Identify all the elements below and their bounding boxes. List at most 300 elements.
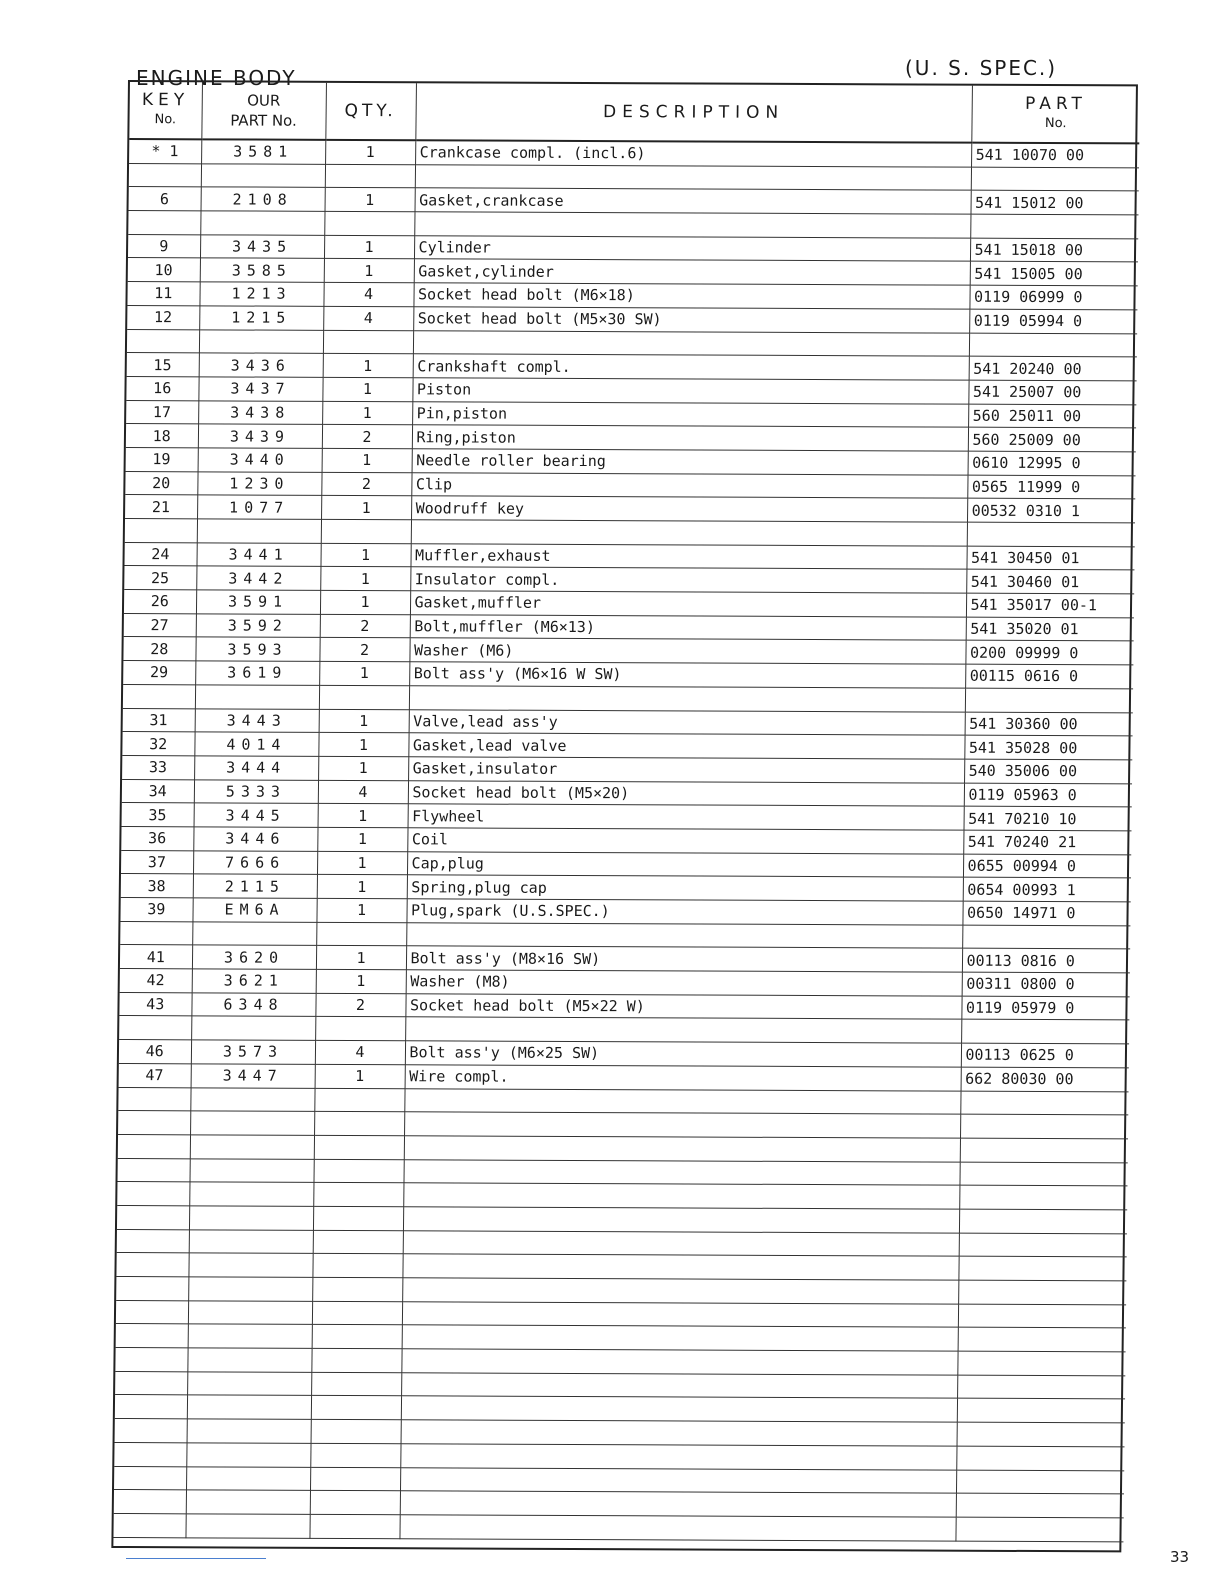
part-number-cell: 0654 00993 1: [963, 877, 1131, 901]
part-number-cell: 00311 0800 0: [962, 972, 1130, 996]
quantity-cell: 1: [325, 188, 415, 212]
our-part-number-cell: [201, 164, 325, 188]
key-number-cell: 20: [125, 471, 197, 495]
empty-cell: [116, 1300, 188, 1324]
our-part-number-cell: 3443: [195, 708, 319, 732]
part-number-cell: 541 10070 00: [971, 143, 1139, 168]
part-number-cell: 541 20240 00: [969, 356, 1137, 380]
empty-cell: [187, 1348, 311, 1372]
description-cell: Muffler,exhaust: [410, 543, 966, 569]
empty-cell: [114, 1442, 186, 1466]
our-part-number-cell: [191, 1016, 315, 1040]
key-number-cell: 25: [124, 566, 196, 590]
quantity-cell: 1: [324, 259, 414, 283]
empty-cell: [189, 1158, 313, 1182]
empty-cell: [186, 1466, 310, 1490]
part-number-cell: 541 35017 00-1: [966, 593, 1134, 617]
description-cell: Ring,piston: [412, 425, 968, 451]
key-number-cell: * 1: [129, 139, 201, 164]
part-number-cell: 00113 0816 0: [962, 949, 1130, 973]
quantity-cell: 1: [322, 401, 412, 425]
description-cell: Socket head bolt (M6×18): [413, 283, 969, 309]
page-title: ENGINE BODY: [136, 66, 297, 90]
key-number-cell: 32: [122, 732, 194, 756]
part-number-cell: 560 25009 00: [968, 427, 1136, 451]
key-number-cell: 26: [124, 590, 196, 614]
description-cell: Wire compl.: [405, 1065, 961, 1091]
our-part-number-cell: 3620: [192, 945, 316, 969]
description-cell: Insulator compl.: [410, 567, 966, 593]
description-cell: Valve,lead ass'y: [409, 709, 965, 735]
empty-cell: [310, 1443, 400, 1467]
quantity-cell: 1: [322, 448, 412, 472]
our-part-number-cell: 3442: [196, 566, 320, 590]
empty-cell: [959, 1209, 1127, 1233]
quantity-cell: 2: [321, 472, 411, 496]
empty-cell: [116, 1324, 188, 1348]
key-number-cell: 17: [126, 400, 198, 424]
quantity-cell: 4: [323, 306, 413, 330]
part-number-cell: 541 35028 00: [964, 735, 1132, 759]
our-part-number-cell: 3573: [191, 1040, 315, 1064]
key-number-cell: 38: [121, 874, 193, 898]
key-number-cell: 21: [125, 495, 197, 519]
empty-cell: [956, 1470, 1124, 1494]
our-part-number-cell: 3435: [200, 235, 324, 259]
empty-cell: [402, 1301, 958, 1327]
part-number-cell: 541 30450 01: [966, 546, 1134, 570]
quantity-cell: 1: [316, 946, 406, 970]
key-number-cell: 31: [123, 708, 195, 732]
quantity-cell: 2: [322, 425, 412, 449]
quantity-cell: [315, 1017, 405, 1041]
quantity-cell: 1: [323, 354, 413, 378]
our-part-number-cell: 3447: [191, 1064, 315, 1088]
part-number-cell: 0119 05979 0: [961, 996, 1129, 1020]
description-cell: Washer (M6): [409, 638, 965, 664]
empty-cell: [189, 1206, 313, 1230]
key-number-cell: 29: [123, 661, 195, 685]
key-number-cell: 18: [126, 424, 198, 448]
parts-sheet: [111, 80, 1138, 1552]
empty-cell: [188, 1324, 312, 1348]
quantity-cell: 1: [320, 590, 410, 614]
empty-cell: [958, 1328, 1126, 1352]
quantity-cell: 1: [316, 898, 406, 922]
description-cell: Bolt ass'y (M8×16 SW): [406, 946, 962, 972]
our-part-number-cell: 2115: [193, 874, 317, 898]
empty-cell: [309, 1514, 399, 1538]
quantity-cell: 1: [318, 756, 408, 780]
empty-cell: [404, 1112, 960, 1138]
empty-cell: [404, 1136, 960, 1162]
part-number-cell: 541 25007 00: [968, 380, 1136, 404]
key-number-cell: 24: [124, 542, 196, 566]
empty-cell: [312, 1254, 402, 1278]
empty-cell: [401, 1420, 957, 1446]
empty-cell: [186, 1490, 310, 1514]
our-part-number-cell: 3445: [194, 803, 318, 827]
empty-cell: [187, 1372, 311, 1396]
our-part-number-cell: [197, 519, 321, 543]
key-number-cell: [119, 1016, 191, 1040]
our-part-number-cell: 3592: [196, 614, 320, 638]
empty-cell: [400, 1467, 956, 1493]
description-cell: Piston: [412, 378, 968, 404]
empty-cell: [958, 1280, 1126, 1304]
empty-cell: [115, 1395, 187, 1419]
description-cell: Plug,spark (U.S.SPEC.): [406, 899, 962, 925]
empty-cell: [956, 1446, 1124, 1470]
empty-cell: [404, 1088, 960, 1114]
our-part-number-cell: 1230: [197, 471, 321, 495]
empty-cell: [402, 1325, 958, 1351]
part-number-cell: 0650 14971 0: [962, 901, 1130, 925]
our-part-number-cell: 3591: [196, 590, 320, 614]
our-part-number-cell: 4014: [194, 732, 318, 756]
empty-cell: [189, 1182, 313, 1206]
description-cell: [414, 212, 970, 238]
part-number-cell: [961, 1020, 1129, 1044]
empty-cell: [116, 1253, 188, 1277]
quantity-cell: 1: [317, 827, 407, 851]
description-cell: [415, 164, 971, 190]
description-cell: Flywheel: [408, 804, 964, 830]
our-part-number-cell: 3439: [198, 424, 322, 448]
quantity-cell: 1: [321, 496, 411, 520]
description-cell: Spring,plug cap: [407, 875, 963, 901]
parts-table: [113, 82, 1139, 1542]
key-number-cell: 47: [119, 1063, 191, 1087]
empty-cell: [403, 1159, 959, 1185]
part-number-cell: 662 80030 00: [961, 1067, 1129, 1091]
empty-cell: [955, 1517, 1123, 1541]
key-number-cell: 19: [126, 447, 198, 471]
key-number-cell: 6: [129, 187, 201, 211]
empty-cell: [187, 1419, 311, 1443]
empty-cell: [311, 1348, 401, 1372]
part-number-cell: 0119 05994 0: [969, 309, 1137, 333]
empty-cell: [403, 1230, 959, 1256]
key-number-cell: 15: [127, 353, 199, 377]
part-number-cell: 560 25011 00: [968, 404, 1136, 428]
key-number-cell: 34: [122, 779, 194, 803]
empty-cell: [958, 1256, 1126, 1280]
part-number-cell: 541 70210 10: [963, 806, 1131, 830]
empty-cell: [311, 1372, 401, 1396]
quantity-cell: 1: [320, 543, 410, 567]
empty-cell: [118, 1087, 190, 1111]
empty-cell: [957, 1375, 1125, 1399]
empty-cell: [118, 1134, 190, 1158]
our-part-number-cell: 3437: [198, 377, 322, 401]
description-cell: [409, 686, 965, 712]
empty-cell: [190, 1111, 314, 1135]
description-cell: Crankshaft compl.: [413, 354, 969, 380]
part-number-cell: [971, 167, 1139, 191]
key-number-cell: [120, 921, 192, 945]
quantity-cell: 4: [318, 780, 408, 804]
empty-cell: [310, 1491, 400, 1515]
description-cell: [405, 1017, 961, 1043]
key-number-cell: 9: [128, 234, 200, 258]
our-part-number-cell: 3619: [195, 661, 319, 685]
key-number-cell: [128, 211, 200, 235]
key-number-cell: [125, 519, 197, 543]
description-cell: Woodruff key: [411, 496, 967, 522]
key-number-cell: 27: [124, 613, 196, 637]
our-part-number-cell: 3444: [194, 756, 318, 780]
key-number-cell: 10: [128, 258, 200, 282]
description-cell: [413, 330, 969, 356]
description-cell: Gasket,cylinder: [414, 259, 970, 285]
empty-cell: [118, 1111, 190, 1135]
empty-cell: [312, 1301, 402, 1325]
part-number-cell: [970, 214, 1138, 238]
quantity-cell: 1: [317, 851, 407, 875]
quantity-cell: 1: [325, 140, 415, 165]
empty-cell: [959, 1233, 1127, 1257]
key-number-cell: 42: [120, 969, 192, 993]
col-header-description: DESCRIPTION: [415, 83, 972, 142]
description-cell: Bolt,muffler (M6×13): [410, 615, 966, 641]
our-part-number-cell: 6348: [191, 993, 315, 1017]
key-number-cell: 39: [120, 898, 192, 922]
description-cell: Gasket,lead valve: [408, 733, 964, 759]
description-cell: Socket head bolt (M5×20): [408, 780, 964, 806]
table-header-row: [129, 82, 1140, 143]
empty-cell: [401, 1349, 957, 1375]
description-cell: Gasket,crankcase: [415, 188, 971, 214]
col-header-qty: QTY.: [325, 83, 416, 140]
quantity-cell: 2: [319, 638, 409, 662]
empty-cell: [186, 1443, 310, 1467]
description-cell: Socket head bolt (M5×22 W): [405, 993, 961, 1019]
part-number-cell: 541 15012 00: [970, 191, 1138, 215]
quantity-cell: 1: [320, 567, 410, 591]
page-number: 33: [1170, 1548, 1190, 1566]
part-number-cell: 0119 05963 0: [964, 783, 1132, 807]
key-number-cell: 41: [120, 945, 192, 969]
empty-cell: [116, 1276, 188, 1300]
empty-cell: [402, 1254, 958, 1280]
our-part-number-cell: [199, 329, 323, 353]
empty-cell: [400, 1491, 956, 1517]
empty-cell: [117, 1205, 189, 1229]
part-number-cell: 0565 11999 0: [967, 475, 1135, 499]
quantity-cell: [324, 211, 414, 235]
quantity-cell: [319, 685, 409, 709]
empty-cell: [958, 1304, 1126, 1328]
empty-cell: [401, 1396, 957, 1422]
our-part-number-cell: [195, 685, 319, 709]
empty-cell: [399, 1515, 955, 1541]
part-number-cell: 541 30360 00: [965, 712, 1133, 736]
key-number-cell: 36: [121, 826, 193, 850]
description-cell: [406, 922, 962, 948]
key-number-cell: [129, 163, 201, 187]
our-part-number-cell: 3436: [199, 353, 323, 377]
our-part-number-cell: 3441: [196, 543, 320, 567]
empty-cell: [314, 1112, 404, 1136]
our-part-number-cell: 2108: [201, 187, 325, 211]
quantity-cell: 2: [315, 993, 405, 1017]
quantity-cell: 1: [318, 804, 408, 828]
empty-cell: [956, 1493, 1124, 1517]
part-number-cell: 00532 0310 1: [967, 498, 1135, 522]
empty-cell: [117, 1229, 189, 1253]
empty-cell: [185, 1514, 309, 1538]
key-number-cell: 37: [121, 850, 193, 874]
empty-cell: [403, 1183, 959, 1209]
description-cell: Crankcase compl. (incl.6): [415, 140, 971, 167]
our-part-number-cell: 1215: [199, 306, 323, 330]
quantity-cell: 4: [315, 1040, 405, 1064]
empty-cell: [115, 1348, 187, 1372]
description-cell: Bolt ass'y (M6×16 W SW): [409, 662, 965, 688]
empty-cell: [402, 1278, 958, 1304]
part-number-cell: 00113 0625 0: [961, 1043, 1129, 1067]
description-cell: Needle roller bearing: [412, 449, 968, 475]
description-cell: Washer (M8): [406, 970, 962, 996]
empty-cell: [313, 1206, 403, 1230]
key-number-cell: 12: [127, 305, 199, 329]
empty-cell: [401, 1372, 957, 1398]
empty-cell: [314, 1135, 404, 1159]
part-number-cell: 00115 0616 0: [965, 664, 1133, 688]
empty-cell: [113, 1513, 185, 1537]
quantity-cell: [323, 330, 413, 354]
empty-cell: [400, 1444, 956, 1470]
empty-cell: [115, 1419, 187, 1443]
our-part-number-cell: 1077: [197, 495, 321, 519]
description-cell: Pin,piston: [412, 401, 968, 427]
footer-rule: [126, 1558, 266, 1559]
part-number-cell: 541 15005 00: [970, 262, 1138, 286]
our-part-number-cell: EM6A: [192, 898, 316, 922]
key-number-cell: 46: [119, 1040, 191, 1064]
quantity-cell: [321, 519, 411, 543]
part-number-cell: 541 15018 00: [970, 238, 1138, 262]
our-part-number-cell: 3446: [193, 827, 317, 851]
description-cell: Gasket,muffler: [410, 591, 966, 617]
part-number-cell: [962, 925, 1130, 949]
quantity-cell: [325, 164, 415, 188]
description-cell: Clip: [411, 472, 967, 498]
empty-cell: [188, 1253, 312, 1277]
key-number-cell: 43: [119, 992, 191, 1016]
key-number-cell: 28: [123, 637, 195, 661]
quantity-cell: [316, 922, 406, 946]
empty-cell: [187, 1395, 311, 1419]
key-number-cell: [123, 684, 195, 708]
part-number-cell: 0655 00994 0: [963, 854, 1131, 878]
empty-cell: [313, 1183, 403, 1207]
description-cell: Gasket,insulator: [408, 757, 964, 783]
quantity-cell: 1: [316, 969, 406, 993]
quantity-cell: 1: [324, 235, 414, 259]
our-part-number-cell: 5333: [194, 779, 318, 803]
part-number-cell: [967, 522, 1135, 546]
description-cell: Coil: [407, 828, 963, 854]
empty-cell: [312, 1277, 402, 1301]
empty-cell: [314, 1088, 404, 1112]
empty-cell: [311, 1396, 401, 1420]
part-number-cell: 540 35006 00: [964, 759, 1132, 783]
our-part-number-cell: 3581: [201, 139, 325, 164]
empty-cell: [190, 1135, 314, 1159]
empty-cell: [960, 1091, 1128, 1115]
our-part-number-cell: 3440: [198, 448, 322, 472]
quantity-cell: 1: [317, 875, 407, 899]
part-number-cell: 541 70240 21: [963, 830, 1131, 854]
key-number-cell: 11: [127, 282, 199, 306]
part-number-cell: [969, 333, 1137, 357]
empty-cell: [959, 1185, 1127, 1209]
key-number-cell: [127, 329, 199, 353]
empty-cell: [957, 1399, 1125, 1423]
empty-cell: [313, 1159, 403, 1183]
our-part-number-cell: 7666: [193, 850, 317, 874]
quantity-cell: 2: [320, 614, 410, 638]
description-cell: [411, 520, 967, 546]
empty-cell: [115, 1371, 187, 1395]
empty-cell: [403, 1207, 959, 1233]
col-header-our-part: OUR PART No.: [201, 82, 326, 140]
parts-table-body: [113, 139, 1139, 1541]
part-number-cell: 541 35020 01: [966, 617, 1134, 641]
spec-label: (U. S. SPEC.): [905, 56, 1058, 80]
key-number-cell: 16: [126, 376, 198, 400]
our-part-number-cell: [192, 922, 316, 946]
empty-cell: [959, 1162, 1127, 1186]
empty-cell: [312, 1325, 402, 1349]
our-part-number-cell: 1213: [199, 282, 323, 306]
empty-cell: [310, 1467, 400, 1491]
quantity-cell: 1: [319, 661, 409, 685]
empty-cell: [189, 1229, 313, 1253]
col-header-part-no: PART No.: [971, 86, 1140, 144]
key-number-cell: 35: [122, 803, 194, 827]
part-number-cell: 0119 06999 0: [969, 285, 1137, 309]
our-part-number-cell: 3438: [198, 400, 322, 424]
empty-cell: [957, 1351, 1125, 1375]
description-cell: Cylinder: [414, 236, 970, 262]
empty-cell: [960, 1114, 1128, 1138]
empty-cell: [114, 1490, 186, 1514]
description-cell: Socket head bolt (M5×30 SW): [413, 307, 969, 333]
quantity-cell: 1: [315, 1064, 405, 1088]
empty-cell: [190, 1087, 314, 1111]
empty-cell: [188, 1277, 312, 1301]
empty-cell: [311, 1419, 401, 1443]
empty-cell: [188, 1300, 312, 1324]
part-number-cell: [965, 688, 1133, 712]
quantity-cell: 1: [318, 733, 408, 757]
blank-row: [113, 1513, 1123, 1541]
description-cell: Bolt ass'y (M6×25 SW): [405, 1041, 961, 1067]
quantity-cell: 1: [322, 377, 412, 401]
part-number-cell: 0610 12995 0: [968, 451, 1136, 475]
quantity-cell: 1: [319, 709, 409, 733]
empty-cell: [957, 1422, 1125, 1446]
part-number-cell: 541 30460 01: [966, 570, 1134, 594]
empty-cell: [313, 1230, 403, 1254]
empty-cell: [960, 1138, 1128, 1162]
quantity-cell: 4: [323, 282, 413, 306]
col-header-key: KEY No.: [129, 82, 202, 139]
our-part-number-cell: [200, 211, 324, 235]
